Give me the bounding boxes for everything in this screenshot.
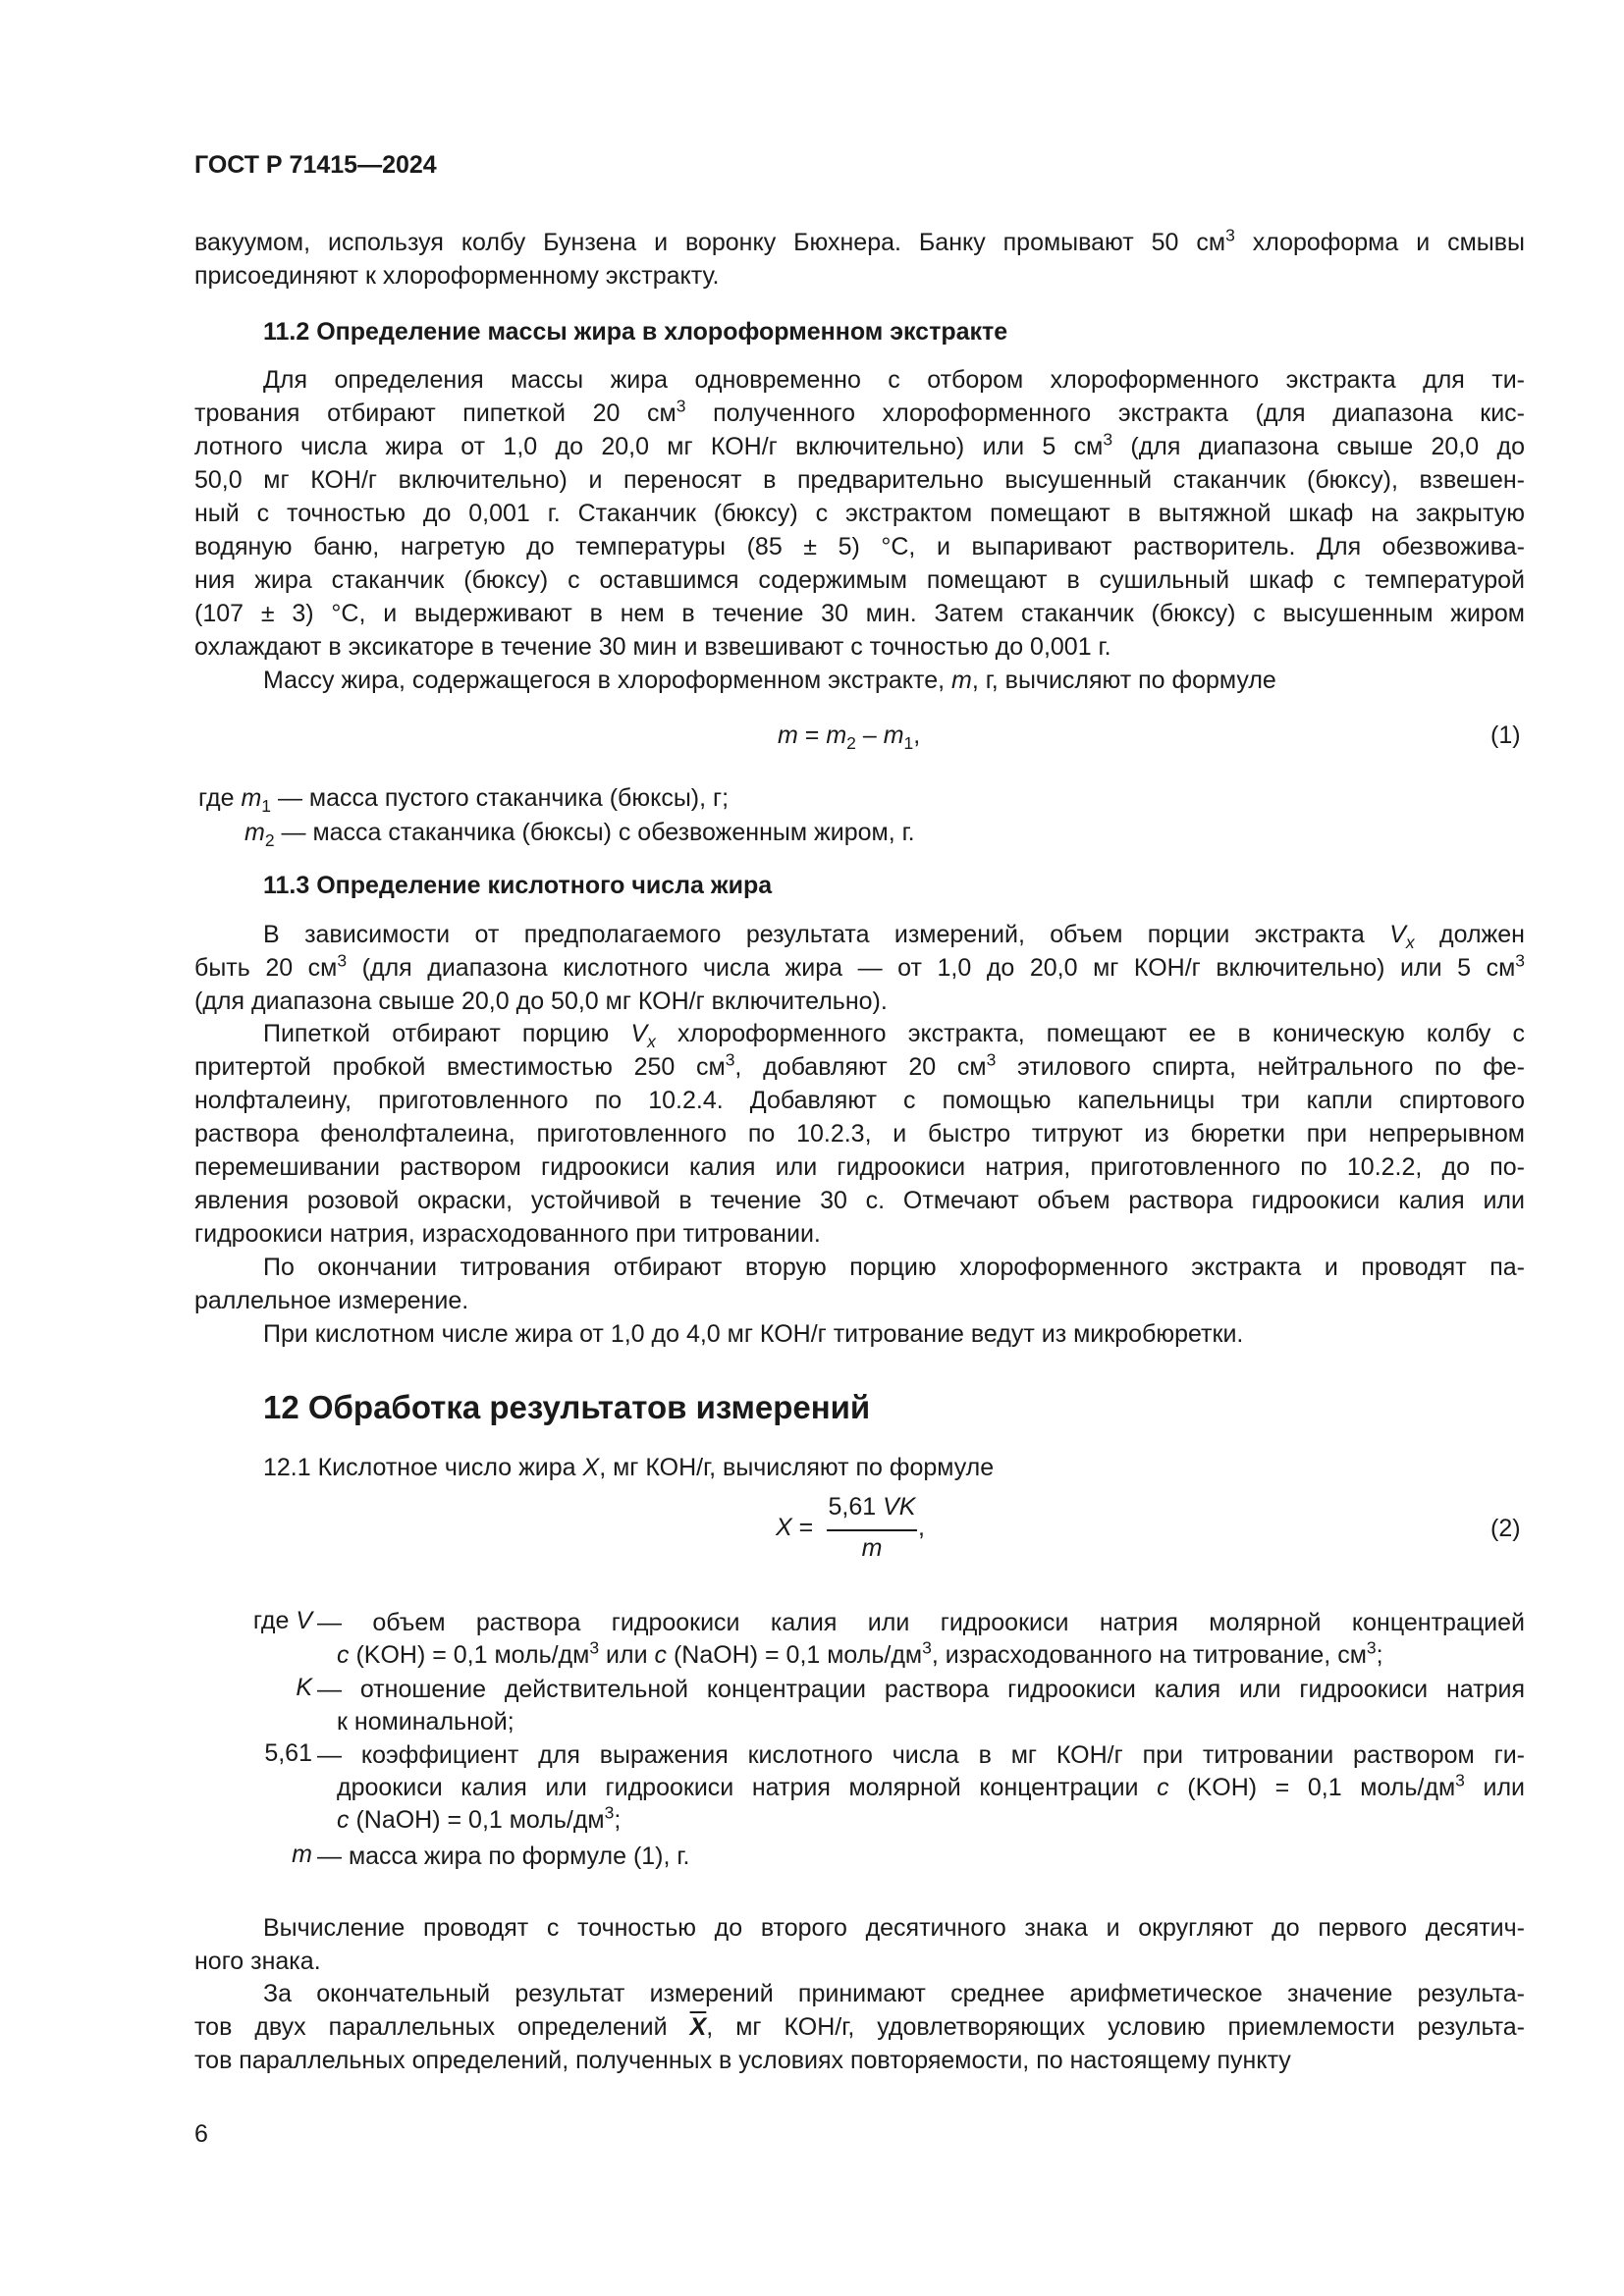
paragraph-second-portion: По окончании титрования отбирают вторую порцию хлороформенного экстракта и проводят па- раллельное измерение.: [194, 1254, 1525, 1314]
paragraph-acid-number-intro: 12.1 Кислотное число жира X, мг КОН/г, вычисляют по формуле: [263, 1454, 995, 1481]
paragraph-titration-procedure: Пипеткой отбирают порцию $V_x$ хлороформенного экстракта, помещают ее в коническую колбу с притертой пробкой вместимостью 250 $см^3$, добавляют 20 $см^3$ этилового спирта, нейтрального по фе- нолфталеину, приготовленного по 10.2.4. Добавляют с помощью капельницы три капли спиртового раствора фенолфталеина, приготовленного по 10.2.3, и быстро титруют из бюретки при непрерывном перемешивании раствором гидроокиси калия или гидроокиси натрия, приготовленного по 10.2.2, до по- явления розовой окраски, устойчивой в течение 30 с. Отмечают объем раствора гидроокиси калия или гидроокиси натрия, израсходованного при титровании.: [194, 1020, 1525, 1248]
section-heading-11-3: 11.3 Определение кислотного числа жира: [263, 872, 773, 899]
formula-2-numerator: 5,61 VK: [828, 1493, 916, 1521]
paragraph-fat-mass-formula-intro: Массу жира, содержащегося в хлороформенном экстракте, m, г, вычисляют по формуле: [263, 667, 1276, 694]
where-list-1-item-1: где $m_1$ — масса пустого стаканчика (бюксы), г;: [198, 784, 730, 816]
formula-1-number: (1): [1490, 721, 1521, 749]
formula-2-lhs: X =: [776, 1514, 814, 1541]
document-code: ГОСТ Р 71415—2024: [194, 151, 437, 179]
formula-2-denominator: m: [861, 1534, 883, 1562]
fraction-bar: [827, 1529, 917, 1531]
page-number: 6: [194, 2120, 208, 2148]
formula-2-number: (2): [1490, 1515, 1521, 1542]
paragraph-rounding: Вычисление проводят с точностью до второго десятичного знака и округляют до первого десятич- ного знака.: [194, 1914, 1525, 1975]
document-page: ГОСТ Р 71415—2024 вакуумом, используя колбу Бунзена и воронку Бюхнера. Банку промывают 50 $см^3$ хлороформа и смывы присоединяют к хлороформенному экстракту. 11.2 Определение массы жира в хлороформенном экстракте Для определения массы жира одновременно с отбором хлороформенного экстракта для ти- трования отбирают пипеткой 20 $см^3$ полученного хлороформенного экстракта (для диапазона кис- лотного числа жира от 1,0 до 20,0 мг КОН/г включительно) или 5 $см^3$ (для диапазона свыше 20,0 до 50,0 мг КОН/г включительно) и переносят в предварительно высушенный стаканчик (бюксу), взвешен- ный с точностью до 0,001 г. Стаканчик (бюксу) с экстрактом помещают в вытяжной шкаф на закрытую водяную баню, нагретую до температуры (85 ± 5) °С, и выпаривают растворитель. Для обезвожива- ния жира стаканчик (бюксу) с оставшимся содержимым помещают в сушильный шкаф с температурой (107 ± 3) °С, и выдерживают в нем в течение 30 мин. Затем стаканчик (бюксу) с высушенным жиром охлаждают в эксикаторе в течение 30 мин и взвешивают с точностью до 0,001 г. Массу жира, содержащегося в хлороформенном экстракте, m, г, вычисляют по формуле $m = m_2 - m_1$, (1) где $m_1$ — масса пустого стаканчика (бюксы), г; $m_2$ — масса стаканчика (бюксы) с обезвоженным жиром, г. 11.3 Определение кислотного числа жира В зависимости от предполагаемого результата измерений, объем порции экстракта $V_x$ должен быть 20 $см^3$ (для диапазона кислотного числа жира — от 1,0 до 20,0 мг КОН/г включительно) или 5 $см^3$ (для диапазона свыше 20,0 до 50,0 мг КОН/г включительно). Пипеткой отбирают порцию $V_x$ хлороформенного экстракта, помещают ее в коническую колбу с притертой пробкой вместимостью 250 $см^3$, добавляют 20 $см^3$ этилового спирта, нейтрального по фе- нолфталеину, приготовленного по 10.2.4. Добавляют с помощью капельницы три капли спиртового раствора фенолфталеина, приготовленного по 10.2.3, и быстро титруют из бюретки при непрерывном перемешивании раствором гидроокиси калия или гидроокиси натрия, приготовленного по 10.2.2, до по- явления розовой окраски, устойчивой в течение 30 с. Отмечают объем раствора гидроокиси калия или гидроокиси натрия, израсходованного при титровании. По окончании титрования отбирают вторую порцию хлороформенного экстракта и проводят па- раллельное измерение. При кислотном числе жира от 1,0 до 4,0 мг КОН/г титрование ведут из микробюретки. 12 Обработка результатов измерений 12.1 Кислотное число жира X, мг КОН/г, вычисляют по формуле X = 5,61 VK m , (2) где V — объем раствора гидроокиси калия или гидроокиси натрия молярной концентрацией с (KOH) = 0,1 моль/$дм^3$ или с (NaOH) = 0,1 моль/$дм^3$, израсходованного на титрование, $см^3$; K — отношение действительной концентрации раствора гидроокиси калия или гидроокиси натрия к номинальной; 5,61 — коэффициент для выражения кислотного числа в мг КОН/г при титровании раствором ги- дроокиси калия или гидроокиси натрия молярной концентрации с (KOH) = 0,1 моль/$дм^3$ или с (NaOH) = 0,1 моль/$дм^3$; m — масса жира по формуле (1), г. Вычисление проводят с точностью до второго десятичного знака и округляют до первого десятич- ного знака. За окончательный результат измерений принимают среднее арифметическое значение результа- тов двух параллельных определений $\overline{X}$, мг КОН/г, удовлетворяющих условию приемлемости результа- тов параллельных определений, полученных в условиях повторяемости, по настоящему пункту 6: [194, 151, 1526, 2148]
paragraph-microburette: При кислотном числе жира от 1,0 до 4,0 мг КОН/г титрование ведут из микробюретки.: [263, 1320, 1244, 1348]
formula-1: $m = m_2 - m_1$,: [778, 721, 921, 753]
paragraph-continuation: вакуумом, используя колбу Бунзена и воронку Бюхнера. Банку промывают 50 $см^3$ хлороформа и смывы присоединяют к хлороформенному экстракту.: [194, 225, 1525, 290]
section-heading-12: 12 Обработка результатов измерений: [263, 1389, 871, 1425]
paragraph-final-result: За окончательный результат измерений принимают среднее арифметическое значение результа- тов двух параллельных определений $\overline{X}$, мг КОН/г, удовлетворяющих условию приемлемости результа- тов параллельных определений, полученных в условиях повторяемости, по настоящему пункту: [194, 1980, 1525, 2074]
where-list-1-item-2: $m_2$ — масса стаканчика (бюксы) с обезвоженным жиром, г.: [244, 819, 915, 850]
formula-2: X = 5,61 VK m ,: [776, 1493, 925, 1562]
paragraph-fat-mass-procedure: Для определения массы жира одновременно с отбором хлороформенного экстракта для ти- трования отбирают пипеткой 20 $см^3$ полученного хлороформенного экстракта (для диапазона кис- лотного числа жира от 1,0 до 20,0 мг КОН/г включительно) или 5 $см^3$ (для диапазона свыше 20,0 до 50,0 мг КОН/г включительно) и переносят в предварительно высушенный стаканчик (бюксу), взвешен- ный с точностью до 0,001 г. Стаканчик (бюксу) с экстрактом помещают в вытяжной шкаф на закрытую водяную баню, нагретую до температуры (85 ± 5) °С, и выпаривают растворитель. Для обезвожива- ния жира стаканчик (бюксу) с оставшимся содержимым помещают в сушильный шкаф с температурой (107 ± 3) °С, и выдерживают в нем в течение 30 мин. Затем стаканчик (бюксу) с высушенным жиром охлаждают в эксикаторе в течение 30 мин и взвешивают с точностью до 0,001 г.: [194, 366, 1525, 661]
paragraph-portion-volume: В зависимости от предполагаемого результата измерений, объем порции экстракта $V_x$ должен быть 20 $см^3$ (для диапазона кислотного числа жира — от 1,0 до 20,0 мг КОН/г включительно) или 5 $см^3$ (для диапазона свыше 20,0 до 50,0 мг КОН/г включительно).: [194, 921, 1525, 1015]
section-heading-11-2: 11.2 Определение массы жира в хлороформенном экстракте: [263, 318, 1008, 346]
